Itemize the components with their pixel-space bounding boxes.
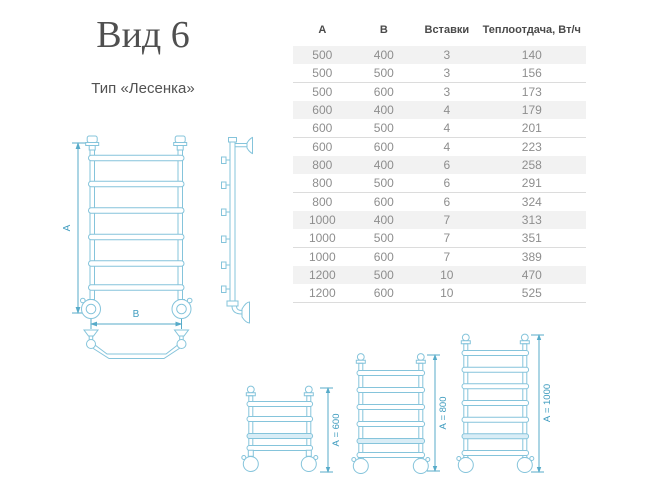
- cell-inserts: 10: [440, 286, 454, 300]
- cell-heat: 389: [521, 250, 542, 264]
- cell-heat: 258: [521, 158, 542, 172]
- cell-a: 500: [312, 48, 333, 62]
- variant-800-dimension: [427, 354, 449, 472]
- cell-a: 1200: [308, 268, 336, 282]
- dimension-b: [90, 309, 183, 329]
- cell-a: 600: [312, 103, 333, 117]
- cell-heat: 324: [521, 195, 542, 209]
- table-row: [293, 83, 586, 102]
- spec-table: [293, 18, 586, 303]
- cell-heat: 525: [521, 286, 542, 300]
- top-fitting-icon: [86, 136, 187, 150]
- variant-drawing-600: [238, 383, 350, 480]
- col-header-heat: Теплоотдача, Вт/ч: [482, 24, 581, 36]
- cell-b: 600: [373, 140, 394, 154]
- cell-a: 800: [312, 176, 333, 190]
- front-view-drawing: [55, 133, 205, 370]
- variant-600-label: А = 600: [331, 413, 342, 447]
- cell-inserts: 10: [440, 268, 454, 282]
- cell-heat: 291: [521, 176, 542, 190]
- col-header-b: В: [379, 24, 388, 36]
- table-row: [293, 248, 586, 267]
- table-row: [293, 193, 586, 212]
- side-hooks: [222, 157, 231, 293]
- variant-800-label: А = 800: [438, 396, 449, 430]
- cell-b: 500: [373, 66, 394, 80]
- cell-inserts: 6: [443, 176, 451, 190]
- cell-a: 1000: [308, 231, 336, 245]
- cell-inserts: 4: [443, 140, 451, 154]
- cell-heat: 313: [521, 213, 542, 227]
- variant-1000-label: А = 1000: [542, 383, 553, 423]
- table-row: [293, 211, 586, 229]
- cell-heat: 140: [521, 48, 542, 62]
- cell-b: 400: [373, 103, 394, 117]
- cell-b: 500: [373, 121, 394, 135]
- side-wall-bracket-bottom: [227, 301, 250, 323]
- table-row: [293, 119, 586, 138]
- cell-inserts: 7: [443, 250, 451, 264]
- cell-heat: 173: [521, 85, 542, 99]
- cell-b: 600: [373, 85, 394, 99]
- cell-a: 800: [312, 158, 333, 172]
- cell-inserts: 3: [443, 66, 451, 80]
- cell-heat: 179: [521, 103, 542, 117]
- variant-drawing-1000: [453, 330, 563, 477]
- cell-heat: 470: [521, 268, 542, 282]
- cell-b: 500: [373, 176, 394, 190]
- top-view-drawing: [84, 330, 189, 359]
- col-header-a: А: [318, 24, 327, 36]
- table-header-row: [293, 18, 586, 46]
- table-row: [293, 266, 586, 284]
- variant-600-ladder: [242, 386, 318, 471]
- variant-800-ladder: [352, 354, 430, 474]
- table-row: [293, 138, 586, 157]
- col-header-inserts: Вставки: [424, 24, 470, 36]
- variant-drawing-800: [348, 350, 452, 474]
- table-row: [293, 229, 586, 248]
- variant-600-dimension: [320, 387, 342, 473]
- cell-a: 600: [312, 121, 333, 135]
- cell-b: 600: [373, 195, 394, 209]
- cell-heat: 223: [521, 140, 542, 154]
- cell-inserts: 7: [443, 231, 451, 245]
- table-row: [293, 174, 586, 193]
- variant-1000-dimension: [531, 334, 553, 473]
- cell-a: 600: [312, 140, 333, 154]
- side-pipe: [230, 142, 235, 302]
- cell-inserts: 4: [443, 121, 451, 135]
- table-row: [293, 46, 586, 64]
- cell-b: 500: [373, 268, 394, 282]
- cell-b: 600: [373, 250, 394, 264]
- cell-heat: 201: [521, 121, 542, 135]
- cell-b: 400: [373, 48, 394, 62]
- cell-inserts: 3: [443, 85, 451, 99]
- page-title: Вид 6: [96, 14, 190, 56]
- side-wall-bracket-top: [235, 138, 253, 154]
- ladder-rails: [90, 150, 183, 301]
- cell-b: 400: [373, 158, 394, 172]
- cell-heat: 351: [521, 231, 542, 245]
- variant-1000-ladder: [457, 334, 534, 472]
- cell-inserts: 6: [443, 158, 451, 172]
- cell-a: 800: [312, 195, 333, 209]
- side-view-drawing: [205, 133, 267, 328]
- cell-a: 1200: [308, 286, 336, 300]
- ladder-rungs: [89, 155, 185, 290]
- cell-inserts: 7: [443, 213, 451, 227]
- table-row: [293, 64, 586, 83]
- cell-b: 600: [373, 286, 394, 300]
- cell-a: 500: [312, 66, 333, 80]
- dim-b-label: В: [132, 309, 140, 320]
- dimension-a: [62, 142, 89, 314]
- cell-heat: 156: [521, 66, 542, 80]
- table-row: [293, 101, 586, 119]
- cell-b: 500: [373, 231, 394, 245]
- table-row: [293, 284, 586, 303]
- cell-a: 1000: [308, 250, 336, 264]
- dim-a-label: А: [62, 224, 73, 232]
- cell-a: 1000: [308, 213, 336, 227]
- cell-inserts: 6: [443, 195, 451, 209]
- cell-a: 500: [312, 85, 333, 99]
- cell-inserts: 3: [443, 48, 451, 62]
- cell-b: 400: [373, 213, 394, 227]
- page-subtitle: Тип «Лесенка»: [91, 80, 195, 97]
- cell-inserts: 4: [443, 103, 451, 117]
- side-top-cap: [229, 138, 237, 143]
- table-row: [293, 156, 586, 174]
